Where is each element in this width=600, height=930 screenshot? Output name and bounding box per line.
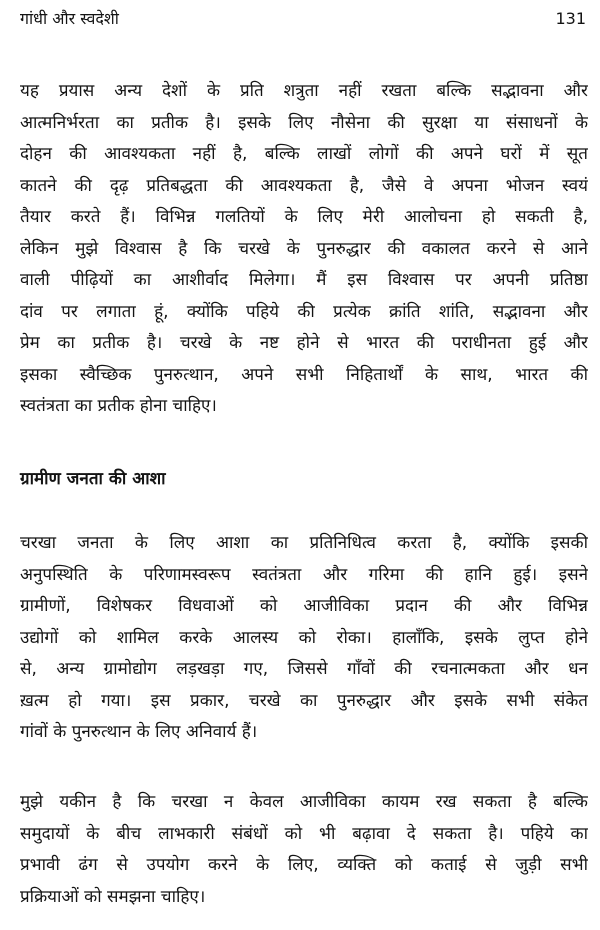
paragraph-line: प्रभावी ढंग से उपयोग करने के लिए, व्यक्ति को कताई से जुड़ी सभी <box>20 855 588 875</box>
paragraph-line: प्रक्रियाओं को समझना चाहिए। <box>20 886 206 907</box>
paragraph-line: गांवों के पुनरुत्थान के लिए अनिवार्य हैं। <box>20 722 258 742</box>
paragraph-1 <box>20 76 588 423</box>
paragraph-line: से, अन्य ग्रामोद्योग लड़खड़ा गए, जिससे गाँवों की रचनात्मकता और धन <box>20 659 588 679</box>
paragraph-line: तैयार करते हैं। विभिन्न गलतियों के लिए मेरी आलोचना हो सकती है, <box>20 207 588 227</box>
paragraph-line: आत्मनिर्भरता का प्रतीक है। इसके लिए नौसेना की सुरक्षा या संसाधनों के <box>20 112 588 133</box>
paragraph-line: ख़त्म हो गया। इस प्रकार, चरखे का पुनरुद्धार और इसके सभी संकेत <box>20 690 588 711</box>
paragraph-line: अनुपस्थिति के परिणामस्वरूप स्वतंत्रता और गरिमा की हानि हुई। इसने <box>20 564 588 585</box>
paragraph-line: दोहन की आवश्यकता नहीं है, बल्कि लाखों लोगों की अपने घरों में सूत <box>20 144 588 164</box>
paragraph-line: ग्रामीणों, विशेषकर विधवाओं को आजीविका प्रदान की और विभिन्न <box>20 596 588 616</box>
paragraph-line: वाली पीढ़ियों का आशीर्वाद मिलेगा। मैं इस विश्वास पर अपनी प्रतिष्ठा <box>20 270 588 290</box>
paragraph-line: स्वतंत्रता का प्रतीक होना चाहिए। <box>20 396 217 416</box>
paragraph-line: मुझे यकीन है कि चरखा न केवल आजीविका कायम रख सकता है बल्कि <box>20 792 588 812</box>
paragraph-line: उद्योगों को शामिल करके आलस्य को रोका। हालाँकि, इसके लुप्त होने <box>20 627 588 648</box>
paragraph-line: चरखा जनता के लिए आशा का प्रतिनिधित्व करता है, क्योंकि इसकी <box>20 533 588 553</box>
paragraph-line: दांव पर लगाता हूं, क्योंकि पहिये की प्रत्येक क्रांति शांति, सद्भावना और <box>20 301 588 322</box>
paragraph-line: इसका स्वैच्छिक पुनरुत्थान, अपने सभी निहितार्थों के साथ, भारत की <box>20 364 588 385</box>
paragraph-line: प्रेम का प्रतीक है। चरखे के नष्ट होने से भारत की पराधीनता हुई और <box>20 333 588 353</box>
paragraph-line: यह प्रयास अन्य देशों के प्रति शत्रुता नहीं रखता बल्कि सद्भावना और <box>20 81 588 101</box>
paragraph-line: समुदायों के बीच लाभकारी संबंधों को भी बढ़ावा दे सकता है। पहिये का <box>20 823 588 844</box>
paragraph-line: कातने की दृढ़ प्रतिबद्धता की आवश्यकता है, जैसे वे अपना भोजन स्वयं <box>20 175 588 196</box>
running-title: गांधी और स्वदेशी <box>20 9 119 28</box>
paragraph-line: लेकिन मुझे विश्वास है कि चरखे के पुनरुद्धार की वकालत करने से आने <box>20 238 588 259</box>
section-heading: ग्रामीण जनता की आशा <box>20 469 166 489</box>
page-number: 131 <box>555 9 586 28</box>
paragraph-3 <box>20 787 588 913</box>
paragraph-2 <box>20 528 588 749</box>
